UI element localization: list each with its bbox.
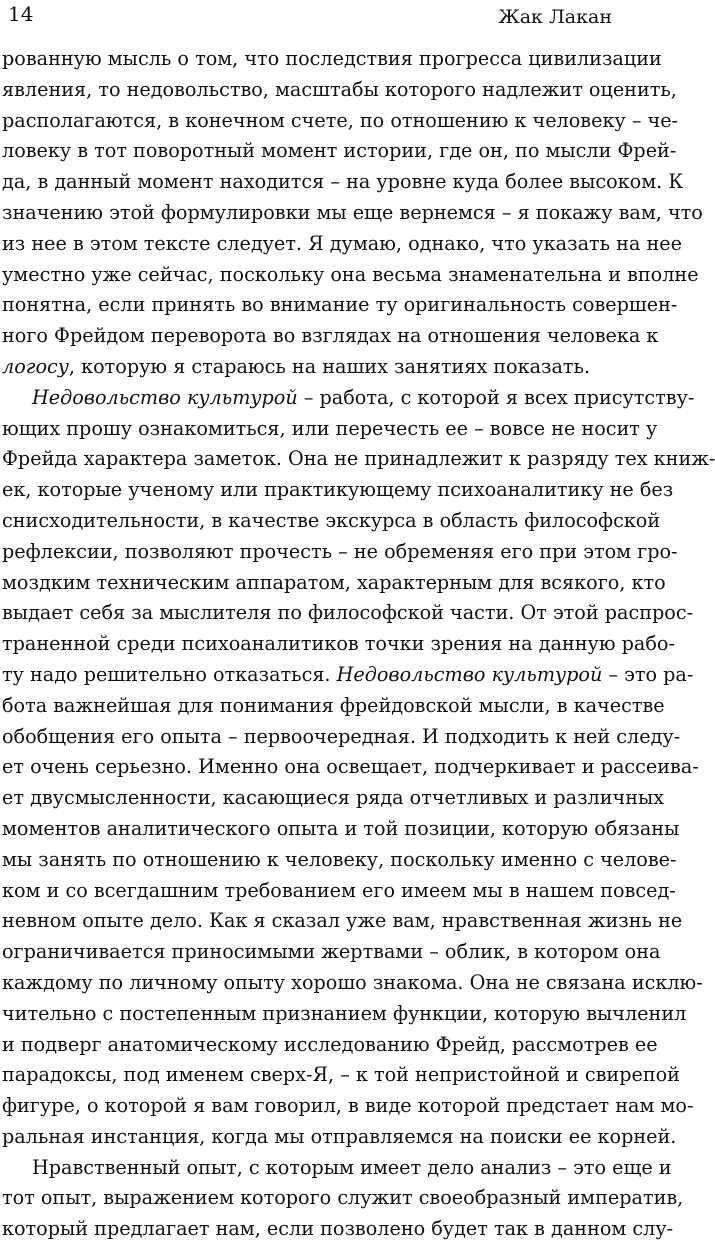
running-head: Жак Лакан bbox=[498, 6, 612, 28]
text-run: мы занять по отношению к человеку, поскольку именно с челове- bbox=[2, 847, 677, 871]
text-line bbox=[2, 1091, 694, 1122]
text-line bbox=[2, 414, 658, 445]
text-line bbox=[2, 198, 703, 229]
text-line bbox=[2, 629, 675, 660]
text-line bbox=[2, 937, 661, 968]
page-number: 14 bbox=[8, 2, 34, 26]
text-run: понятна, если принять во внимание ту оригинальность совершен- bbox=[2, 293, 678, 317]
text-run: значению этой формулировки мы еще вернемся – я покажу вам, что bbox=[2, 200, 703, 224]
text-run: который предлагает нам, если позволено будет так в данном слу- bbox=[2, 1217, 674, 1241]
body-text bbox=[2, 44, 715, 1245]
text-run: – работа, с которой я всех присутству- bbox=[297, 385, 695, 409]
text-run: обобщения его опыта – первоочередная. И подходить к ней следу- bbox=[2, 724, 681, 748]
text-run: уместно уже сейчас, поскольку она весьма знаменательна и вполне bbox=[2, 262, 699, 286]
text-run: тот опыт, выражением которого служит своеобразный императив, bbox=[2, 1186, 684, 1210]
text-run: ет двусмысленности, касающиеся ряда отчетливых и различных bbox=[2, 786, 665, 810]
text-line bbox=[2, 444, 715, 475]
text-run: располагаются, в конечном счете, по отношению к человеку – че- bbox=[2, 108, 679, 132]
text-run: каждому по личному опыту хорошо знакома. Она не связана исклю- bbox=[2, 970, 703, 994]
text-run: фигуре, о которой я вам говорил, в виде которой предстает нам мо- bbox=[2, 1094, 694, 1118]
text-line bbox=[2, 44, 662, 75]
text-line bbox=[2, 106, 679, 137]
text-run: рованную мысль о том, что последствия прогресса цивилизации bbox=[2, 47, 662, 70]
text-line bbox=[2, 1214, 674, 1245]
text-run: ловеку в тот поворотный момент истории, где он, по мысли Фрей- bbox=[2, 139, 677, 163]
text-run: ного Фрейдом переворота во взглядах на отношения человека к bbox=[2, 324, 659, 348]
text-run: , которую я стараюсь на наших занятиях показать. bbox=[68, 354, 591, 378]
text-line bbox=[2, 352, 616, 383]
text-line bbox=[2, 475, 674, 506]
text-run: ту надо решительно отказаться. bbox=[2, 662, 337, 686]
text-line bbox=[2, 229, 682, 260]
text-line bbox=[2, 598, 694, 629]
text-run: – это ра- bbox=[602, 662, 694, 686]
text-run: ющих прошу ознакомиться, или перечесть ее – вовсе не носит у bbox=[2, 416, 658, 440]
text-run: Фрейда характера заметок. Она не принадлежит к разряду тех книж- bbox=[2, 447, 715, 471]
text-line bbox=[2, 321, 659, 352]
text-line bbox=[2, 722, 681, 753]
text-line bbox=[2, 1122, 677, 1153]
text-line bbox=[2, 906, 683, 937]
text-line bbox=[2, 691, 665, 722]
text-run: моментов аналитического опыта и той позиции, которую обязаны bbox=[2, 816, 680, 840]
text-run: выдает себя за мыслителя по философской части. От этой распрос- bbox=[2, 601, 694, 625]
text-line bbox=[2, 783, 665, 814]
text-line bbox=[2, 537, 678, 568]
text-line bbox=[2, 290, 678, 321]
text-line bbox=[2, 1060, 680, 1091]
text-line bbox=[2, 167, 684, 198]
text-line bbox=[2, 814, 680, 845]
text-run: и подверг анатомическому исследованию Фрейд, рассмотрев ее bbox=[2, 1032, 658, 1056]
text-line bbox=[2, 260, 699, 291]
text-run: моздким техническим аппаратом, характерным для всякого, кто bbox=[2, 570, 666, 594]
text-line bbox=[2, 1030, 658, 1061]
text-line bbox=[2, 660, 694, 691]
text-line bbox=[2, 506, 661, 537]
text-run: чительно с постепенным признанием функции, которую вычленил bbox=[2, 1001, 687, 1025]
page-header bbox=[8, 0, 612, 30]
text-line bbox=[2, 876, 676, 907]
text-run: ральная инстанция, когда мы отправляемся на поиски ее корней. bbox=[2, 1124, 677, 1148]
text-line bbox=[2, 136, 677, 167]
text-run: явления, то недовольство, масштабы которого надлежит оценить, bbox=[2, 77, 677, 101]
text-run: траненной среди психоаналитиков точки зрения на данную рабо- bbox=[2, 632, 675, 656]
text-line bbox=[2, 845, 677, 876]
text-run: ком и со всегдашним требованием его имеем мы в нашем повсед- bbox=[2, 878, 676, 902]
text-run: снисходительности, в качестве экскурса в область философской bbox=[2, 508, 661, 532]
text-run: ек, которые ученому или практикующему психоаналитику не без bbox=[2, 478, 674, 502]
text-line bbox=[2, 1153, 672, 1184]
italic-title: Недовольство культурой bbox=[32, 385, 298, 409]
text-run: ет очень серьезно. Именно она освещает, подчеркивает и рассеива- bbox=[2, 755, 699, 779]
text-run: да, в данный момент находится – на уровне куда более высоком. К bbox=[2, 170, 684, 194]
text-line bbox=[2, 1183, 684, 1214]
text-line bbox=[2, 75, 677, 106]
text-run: из нее в этом тексте следует. Я думаю, однако, что указать на нее bbox=[2, 231, 682, 255]
text-run: рефлексии, позволяют прочесть – не обременяя его при этом гро- bbox=[2, 539, 678, 563]
text-line bbox=[2, 383, 695, 414]
text-line bbox=[2, 968, 703, 999]
text-line bbox=[2, 752, 699, 783]
italic-title: Недовольство культурой bbox=[336, 662, 603, 686]
text-line bbox=[2, 568, 666, 599]
text-run: бота важнейшая для понимания фрейдовской мысли, в качестве bbox=[2, 693, 665, 717]
text-run: невном опыте дело. Как я сказал уже вам, нравственная жизнь не bbox=[2, 909, 683, 933]
text-run: парадоксы, под именем сверх-Я, – к той непристойной и свирепой bbox=[2, 1063, 680, 1087]
text-run: Нравственный опыт, с которым имеет дело анализ – это еще и bbox=[32, 1155, 672, 1179]
text-run: ограничивается приносимыми жертвами – облик, в котором она bbox=[2, 940, 661, 964]
text-line bbox=[2, 999, 687, 1030]
italic-title: логосу bbox=[2, 354, 69, 378]
